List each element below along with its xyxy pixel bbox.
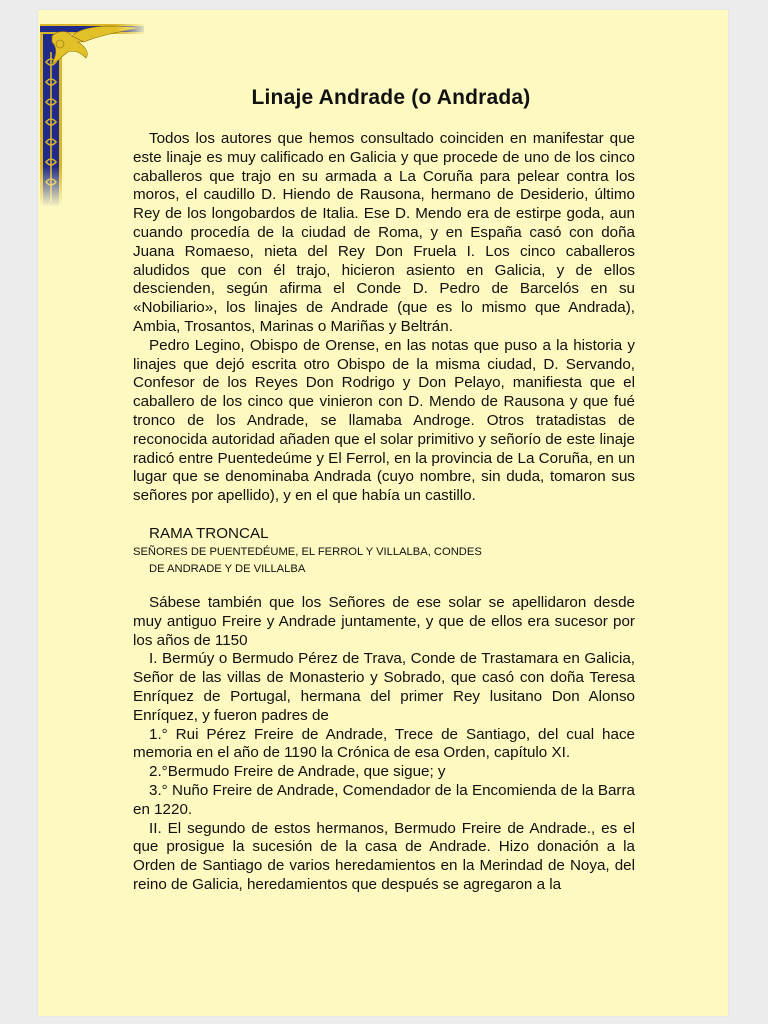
body-paragraph-6: II. El segundo de estos hermanos, Bermudo Freire de Andrade., es el que prosigue la sucesión de la casa de Andrade. Hizo donación a la Orden de Santiago de varios heredamientos en la Merindad de Noya, del reino de Galicia, heredamientos que después se agregaron a la bbox=[133, 819, 635, 893]
body-paragraph-4: 2.°Bermudo Freire de Andrade, que sigue; y bbox=[149, 763, 446, 781]
body-paragraph-5: 3.° Nuño Freire de Andrade, Comendador de la Encomienda de la Barra en 1220. bbox=[133, 781, 635, 818]
illuminated-border-ornament bbox=[38, 22, 148, 207]
body-paragraph-1: Sábese también que los Señores de ese solar se apellidaron desde muy antiguo Freire y Andrade juntamente, y que de ellos era sucesor por los años de 1150 bbox=[133, 593, 635, 649]
intro-paragraph-1: Todos los autores que hemos consultado coinciden en manifestar que este linaje es muy calificado en Galicia y que procede de uno de los cinco caballeros que trajo en su armada a La Coruña para pelear contra los moros, el caudillo D. Hiendo de Rausona, hermano de Desiderio, último Rey de los longobardos de Italia. Ese D. Mendo era de estirpe goda, aun cuando procedía de la ciudad de Roma, y en España casó con doña Juana Romaeso, nieta del Rey Don Fruela I. Los cinco caballeros aludidos que con él trajo, hicieron asiento en Galicia, y de ellos descienden, según afirma el Conde D. Pedro de Barcelós en su «Nobiliario», los linajes de Andrade (que es lo mismo que Andrada), Ambia, Trosantos, Marinas o Mariñas y Beltrán. bbox=[133, 130, 635, 335]
section-heading: RAMA TRONCAL bbox=[149, 524, 269, 542]
subheading-line-1: SEÑORES DE PUENTEDÉUME, EL FERROL Y VILLALBA, CONDES bbox=[133, 545, 482, 558]
document-body bbox=[133, 86, 635, 895]
body-paragraph-2: I. Bermúy o Bermudo Pérez de Trava, Conde de Trastamara en Galicia, Señor de las villas de Monasterio y Sobrado, que casó con doña Teresa Enríquez de Portugal, hermana del primer Rey lusitano Don Alonso Enríquez, y fueron padres de bbox=[133, 650, 635, 724]
page-title: Linaje Andrade (o Andrada) bbox=[251, 86, 531, 109]
intro-paragraph-2: Pedro Legino, Obispo de Orense, en las notas que puso a la historia y linajes que dejó escrita otro Obispo de la misma ciudad, D. Servando, Confesor de los Reyes Don Rodrigo y Don Pelayo, manifiesta que el caballero de los cinco que vinieron con D. Mendo de Rausona y que fué tronco de los Andrade, se llamaba Androge. Otros tratadistas de reconocida autoridad añaden que el solar primitivo y señorío de este linaje radicó entre Puentedeúme y El Ferrol, en la provincia de La Coruña, en un lugar que se denominaba Andrada (cuyo nombre, sin duda, tomaron sus señores por apellido), y en el que había un castillo. bbox=[133, 336, 635, 505]
body-paragraph-3: 1.° Rui Pérez Freire de Andrade, Trece de Santiago, del cual hace memoria en el año de 1190 la Crónica de esa Orden, capítulo XI. bbox=[133, 725, 635, 762]
spacer bbox=[133, 578, 635, 594]
subheading-line-2: DE ANDRADE Y DE VILLALBA bbox=[149, 562, 306, 575]
